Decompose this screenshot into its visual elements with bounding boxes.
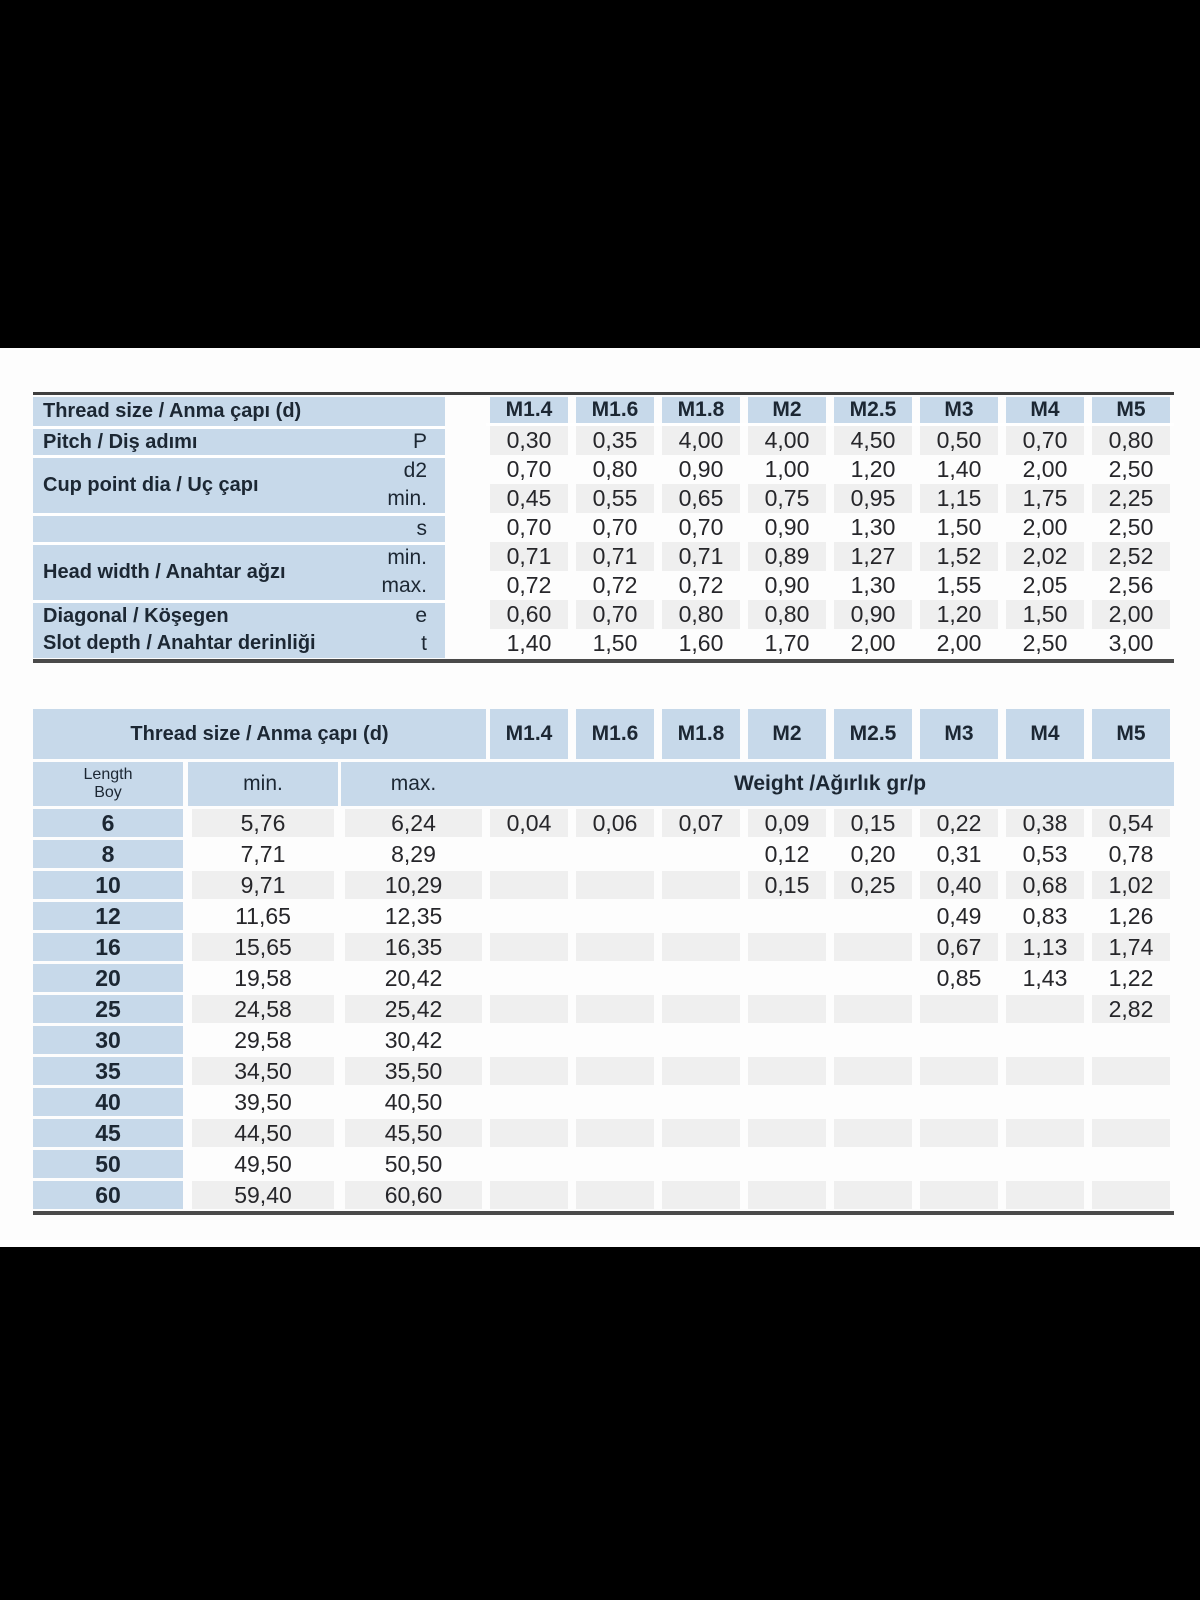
t2-weight-cell: 0,38: [1002, 809, 1088, 837]
t2-size-header: M3: [916, 709, 1002, 759]
t1-value-cell: 0,35: [572, 426, 658, 455]
t1-value-cell: 0,45: [486, 484, 572, 513]
t2-weight-cell: [1088, 1026, 1174, 1054]
t2-weight-cell: [486, 1026, 572, 1054]
t1-value-cell: 2,50: [1088, 513, 1174, 542]
t2-weight-cell: 0,67: [916, 933, 1002, 961]
t1-value-cell: 2,02: [1002, 542, 1088, 571]
t1-value-cell: 0,60: [486, 600, 572, 629]
t2-max-cell: 40,50: [341, 1088, 486, 1116]
t1-value-cell: 1,15: [916, 484, 1002, 513]
t2-min-cell: 7,71: [188, 840, 338, 868]
t2-weight-cell: 0,06: [572, 809, 658, 837]
t2-length-cell: 12: [33, 902, 183, 930]
t2-size-header: M1.6: [572, 709, 658, 759]
t2-weight-header: Weight /Ağırlık gr/p: [486, 762, 1174, 806]
t2-weight-cell: 1,74: [1088, 933, 1174, 961]
t2-weight-cell: [744, 933, 830, 961]
t2-weight-cell: [1002, 1181, 1088, 1209]
t2-weight-cell: 1,26: [1088, 902, 1174, 930]
t2-weight-cell: [486, 933, 572, 961]
t2-weight-cell: [1088, 1119, 1174, 1147]
t2-weight-cell: [572, 1181, 658, 1209]
t2-max-cell: 30,42: [341, 1026, 486, 1054]
t2-max-cell: 25,42: [341, 995, 486, 1023]
t2-length-cell: 35: [33, 1057, 183, 1085]
t1-row-label: Cup point dia / Uç çapı: [33, 455, 373, 513]
t2-weight-cell: 0,12: [744, 840, 830, 868]
t1-value-cell: 0,80: [658, 600, 744, 629]
t1-sub-label: d2: [373, 455, 445, 484]
t1-value-cell: 1,50: [572, 629, 658, 658]
t2-length-cell: 8: [33, 840, 183, 868]
t1-value-cell: 0,75: [744, 484, 830, 513]
t1-value-cell: 1,50: [1002, 600, 1088, 629]
t2-weight-cell: 0,07: [658, 809, 744, 837]
t2-weight-cell: [572, 871, 658, 899]
t2-min-cell: 11,65: [188, 902, 338, 930]
t1-value-cell: 0,70: [1002, 426, 1088, 455]
t2-weight-cell: [1088, 1088, 1174, 1116]
t2-weight-cell: 1,13: [1002, 933, 1088, 961]
t1-row-label: [33, 513, 373, 542]
t2-min-header: min.: [188, 762, 338, 806]
t1-value-cell: 2,50: [1002, 629, 1088, 658]
t1-value-cell: 0,71: [572, 542, 658, 571]
t1-value-cell: 0,50: [916, 426, 1002, 455]
t2-weight-cell: [486, 840, 572, 868]
t2-weight-cell: [744, 964, 830, 992]
t2-size-header: M2: [744, 709, 830, 759]
t2-weight-cell: [744, 1026, 830, 1054]
t2-weight-cell: [572, 1119, 658, 1147]
t1-value-cell: 0,70: [486, 455, 572, 484]
t2-size-header: M4: [1002, 709, 1088, 759]
t2-weight-cell: [916, 1119, 1002, 1147]
t1-value-cell: 1,40: [486, 629, 572, 658]
t2-weight-cell: 2,82: [1088, 995, 1174, 1023]
t2-weight-cell: [658, 1088, 744, 1116]
t2-length-cell: 60: [33, 1181, 183, 1209]
t2-weight-cell: 0,53: [1002, 840, 1088, 868]
t1-sub-label: P: [373, 426, 445, 455]
t2-weight-cell: [830, 933, 916, 961]
t2-weight-cell: [830, 1057, 916, 1085]
t2-weight-cell: [572, 840, 658, 868]
t2-weight-cell: [658, 1119, 744, 1147]
t1-value-cell: 1,52: [916, 542, 1002, 571]
t1-value-cell: 0,90: [744, 571, 830, 600]
t2-weight-cell: 0,40: [916, 871, 1002, 899]
t2-weight-cell: 1,43: [1002, 964, 1088, 992]
t2-weight-cell: 0,49: [916, 902, 1002, 930]
t1-value-cell: 0,90: [830, 600, 916, 629]
t2-weight-cell: [830, 1119, 916, 1147]
t2-weight-cell: [1088, 1057, 1174, 1085]
t1-value-cell: 2,00: [1002, 513, 1088, 542]
t2-size-header: M2.5: [830, 709, 916, 759]
t1-value-cell: 3,00: [1088, 629, 1174, 658]
t2-weight-cell: [658, 1057, 744, 1085]
t2-weight-cell: [658, 995, 744, 1023]
t1-value-cell: 2,00: [830, 629, 916, 658]
letterbox-bottom: [0, 1247, 1200, 1600]
t1-value-cell: 2,56: [1088, 571, 1174, 600]
t2-min-cell: 19,58: [188, 964, 338, 992]
t1-value-cell: 0,71: [658, 542, 744, 571]
t2-weight-cell: [658, 933, 744, 961]
t1-value-cell: 0,90: [744, 513, 830, 542]
letterbox-top: [0, 0, 1200, 348]
t2-weight-cell: 1,02: [1088, 871, 1174, 899]
t1-value-cell: 0,80: [1088, 426, 1174, 455]
t2-length-cell: 20: [33, 964, 183, 992]
t1-size-header: M5: [1088, 397, 1174, 426]
t1-value-cell: 0,65: [658, 484, 744, 513]
t2-weight-cell: [486, 1150, 572, 1178]
t2-max-cell: 10,29: [341, 871, 486, 899]
t2-max-cell: 35,50: [341, 1057, 486, 1085]
t2-weight-cell: [916, 1026, 1002, 1054]
t2-weight-cell: [658, 840, 744, 868]
t2-max-cell: 16,35: [341, 933, 486, 961]
t2-weight-cell: [572, 1088, 658, 1116]
t2-weight-cell: [572, 1026, 658, 1054]
t2-weight-cell: 0,22: [916, 809, 1002, 837]
t2-weight-cell: [658, 1026, 744, 1054]
t2-weight-cell: [830, 964, 916, 992]
t2-min-cell: 49,50: [188, 1150, 338, 1178]
t1-value-cell: 0,72: [486, 571, 572, 600]
t2-weight-cell: [486, 871, 572, 899]
t2-weight-cell: 0,83: [1002, 902, 1088, 930]
t1-value-cell: 2,52: [1088, 542, 1174, 571]
t2-weight-cell: [572, 995, 658, 1023]
t1-value-cell: 0,70: [572, 600, 658, 629]
t1-value-cell: 2,50: [1088, 455, 1174, 484]
t2-weight-cell: [830, 1150, 916, 1178]
t1-size-header: M1.4: [486, 397, 572, 426]
t1-value-cell: 1,50: [916, 513, 1002, 542]
t1-value-cell: 1,70: [744, 629, 830, 658]
t2-min-cell: 5,76: [188, 809, 338, 837]
t2-max-cell: 50,50: [341, 1150, 486, 1178]
table1: [33, 392, 1174, 663]
t2-weight-cell: [572, 1057, 658, 1085]
t1-value-cell: 2,00: [1002, 455, 1088, 484]
t1-value-cell: 1,30: [830, 571, 916, 600]
t1-size-header: M3: [916, 397, 1002, 426]
t2-weight-cell: [1002, 1057, 1088, 1085]
t1-value-cell: 0,70: [572, 513, 658, 542]
t2-max-cell: 6,24: [341, 809, 486, 837]
t2-min-cell: 9,71: [188, 871, 338, 899]
t1-value-cell: 2,00: [1088, 600, 1174, 629]
t2-weight-cell: [744, 902, 830, 930]
t2-max-cell: 8,29: [341, 840, 486, 868]
t2-weight-cell: [916, 1088, 1002, 1116]
t2-min-cell: 59,40: [188, 1181, 338, 1209]
t1-value-cell: 0,90: [658, 455, 744, 484]
t2-min-cell: 34,50: [188, 1057, 338, 1085]
t2-weight-cell: [572, 1150, 658, 1178]
t2-weight-cell: 0,15: [744, 871, 830, 899]
t1-value-cell: 0,30: [486, 426, 572, 455]
page-content: [0, 348, 1200, 1247]
t2-size-header: M1.4: [486, 709, 572, 759]
t2-length-cell: 10: [33, 871, 183, 899]
t2-weight-cell: [830, 995, 916, 1023]
t2-weight-cell: [830, 1088, 916, 1116]
t1-value-cell: 0,72: [572, 571, 658, 600]
t2-weight-cell: [1002, 1088, 1088, 1116]
t2-weight-cell: [744, 1088, 830, 1116]
t1-value-cell: 2,05: [1002, 571, 1088, 600]
table2: [33, 709, 1174, 1215]
t2-weight-cell: 0,54: [1088, 809, 1174, 837]
t1-sub-label: max.: [373, 571, 445, 600]
t2-size-header: M1.8: [658, 709, 744, 759]
t2-min-cell: 15,65: [188, 933, 338, 961]
t2-weight-cell: [486, 1119, 572, 1147]
t1-size-header: M1.6: [572, 397, 658, 426]
t1-value-cell: 0,80: [744, 600, 830, 629]
t2-length-cell: 6: [33, 809, 183, 837]
t2-weight-cell: [916, 995, 1002, 1023]
t2-weight-cell: 0,68: [1002, 871, 1088, 899]
t1-sub-label: min.: [373, 484, 445, 513]
t1-value-cell: 1,40: [916, 455, 1002, 484]
t2-weight-cell: [1002, 995, 1088, 1023]
t2-max-cell: 45,50: [341, 1119, 486, 1147]
t1-corner-header: Thread size / Anma çapı (d): [33, 397, 445, 426]
t2-weight-cell: [572, 964, 658, 992]
t1-size-header: M2: [744, 397, 830, 426]
t2-weight-cell: [486, 1088, 572, 1116]
t1-row-label: Head width / Anahtar ağzı: [33, 542, 373, 600]
t2-max-cell: 60,60: [341, 1181, 486, 1209]
t2-max-cell: 12,35: [341, 902, 486, 930]
t2-length-cell: 40: [33, 1088, 183, 1116]
t1-row-label: Pitch / Diş adımı: [33, 426, 373, 455]
t1-sub-label: min.: [373, 542, 445, 571]
t1-value-cell: 0,80: [572, 455, 658, 484]
t2-weight-cell: [486, 964, 572, 992]
t1-row-label: Diagonal / Köşegen: [33, 600, 373, 629]
t1-size-header: M1.8: [658, 397, 744, 426]
t2-weight-cell: [658, 1181, 744, 1209]
t2-length-cell: 16: [33, 933, 183, 961]
t1-value-cell: 1,60: [658, 629, 744, 658]
t1-value-cell: 4,00: [658, 426, 744, 455]
t2-min-cell: 29,58: [188, 1026, 338, 1054]
t2-weight-cell: [1002, 1119, 1088, 1147]
t2-weight-cell: [486, 995, 572, 1023]
t2-weight-cell: [744, 995, 830, 1023]
t1-value-cell: 0,70: [658, 513, 744, 542]
t1-value-cell: 0,95: [830, 484, 916, 513]
t2-weight-cell: [744, 1119, 830, 1147]
t1-row-label: Slot depth / Anahtar derinliği: [33, 629, 373, 658]
t1-value-cell: 2,25: [1088, 484, 1174, 513]
t2-thread-header: Thread size / Anma çapı (d): [33, 709, 486, 759]
t2-min-cell: 24,58: [188, 995, 338, 1023]
t2-weight-cell: [572, 902, 658, 930]
t2-weight-cell: 0,31: [916, 840, 1002, 868]
t1-value-cell: 2,00: [916, 629, 1002, 658]
t2-length-cell: 50: [33, 1150, 183, 1178]
t2-weight-cell: [1088, 1181, 1174, 1209]
t2-weight-cell: 0,25: [830, 871, 916, 899]
t2-weight-cell: [572, 933, 658, 961]
t2-length-header: Length Boy: [33, 762, 183, 806]
t2-min-cell: 39,50: [188, 1088, 338, 1116]
t2-weight-cell: [658, 902, 744, 930]
t2-weight-cell: [486, 1057, 572, 1085]
t2-length-cell: 45: [33, 1119, 183, 1147]
t2-weight-cell: [744, 1181, 830, 1209]
t2-weight-cell: [658, 964, 744, 992]
t2-weight-cell: 0,15: [830, 809, 916, 837]
t2-weight-cell: [486, 1181, 572, 1209]
t2-weight-cell: [916, 1150, 1002, 1178]
t1-value-cell: 1,30: [830, 513, 916, 542]
t2-max-header: max.: [341, 762, 486, 806]
t2-weight-cell: 0,85: [916, 964, 1002, 992]
t2-weight-cell: [744, 1150, 830, 1178]
t1-value-cell: 1,55: [916, 571, 1002, 600]
t2-weight-cell: [1002, 1150, 1088, 1178]
t2-weight-cell: [916, 1057, 1002, 1085]
t2-weight-cell: [486, 902, 572, 930]
t1-value-cell: 1,00: [744, 455, 830, 484]
t1-value-cell: 0,71: [486, 542, 572, 571]
t2-length-cell: 30: [33, 1026, 183, 1054]
t1-value-cell: 0,89: [744, 542, 830, 571]
t2-size-header: M5: [1088, 709, 1174, 759]
t1-value-cell: 0,72: [658, 571, 744, 600]
t1-size-header: M4: [1002, 397, 1088, 426]
t2-weight-cell: [1088, 1150, 1174, 1178]
t1-sub-label: e: [373, 600, 445, 629]
t2-weight-cell: [830, 902, 916, 930]
t1-sub-label: s: [373, 513, 445, 542]
t1-value-cell: 1,27: [830, 542, 916, 571]
t1-value-cell: 1,20: [830, 455, 916, 484]
t1-value-cell: 1,75: [1002, 484, 1088, 513]
t2-weight-cell: 0,20: [830, 840, 916, 868]
t1-value-cell: 4,00: [744, 426, 830, 455]
t1-size-header: M2.5: [830, 397, 916, 426]
t2-min-cell: 44,50: [188, 1119, 338, 1147]
t2-weight-cell: 1,22: [1088, 964, 1174, 992]
t2-weight-cell: [916, 1181, 1002, 1209]
t2-weight-cell: [744, 1057, 830, 1085]
t2-weight-cell: [658, 871, 744, 899]
t2-weight-cell: [830, 1181, 916, 1209]
t2-weight-cell: 0,78: [1088, 840, 1174, 868]
t1-value-cell: 0,70: [486, 513, 572, 542]
t1-value-cell: 4,50: [830, 426, 916, 455]
t1-value-cell: 0,55: [572, 484, 658, 513]
t1-value-cell: 1,20: [916, 600, 1002, 629]
t2-max-cell: 20,42: [341, 964, 486, 992]
t2-length-cell: 25: [33, 995, 183, 1023]
t2-weight-cell: [1002, 1026, 1088, 1054]
t2-weight-cell: [830, 1026, 916, 1054]
t2-weight-cell: 0,04: [486, 809, 572, 837]
t2-weight-cell: 0,09: [744, 809, 830, 837]
t2-weight-cell: [658, 1150, 744, 1178]
t1-sub-label: t: [373, 629, 445, 658]
